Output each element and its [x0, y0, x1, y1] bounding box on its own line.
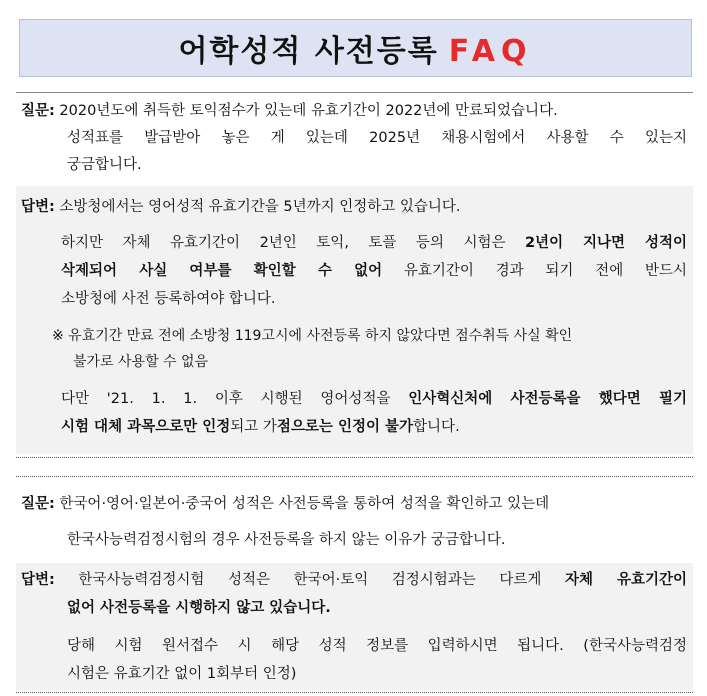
answer-1	[16, 186, 693, 454]
answer-2-line-1	[21, 570, 687, 590]
title-main: 어학성적 사전등록	[178, 34, 439, 69]
divider	[16, 476, 693, 477]
question-1-line-3: 궁금합니다.	[67, 157, 142, 173]
answer-1-para-3-line-2	[61, 417, 460, 437]
answer-1-para-2-line-3: 소방청에 사전 등록하여야 합니다.	[61, 291, 276, 307]
question-2-line-1	[21, 494, 687, 514]
answer-1-line-1	[21, 197, 460, 217]
question-1-line-2: 성적표를 발급받아 놓은 게 있는데 2025년 채용시험에서 사용할 수 있는지	[67, 130, 687, 146]
answer-label: 답변:	[21, 572, 55, 588]
divider	[16, 457, 693, 458]
text: 합니다.	[413, 419, 460, 435]
text: 되고 가	[230, 419, 277, 435]
question-2-text-1: 한국어·영어·일본어·중국어 성적은 사전등록을 통하여 성적을 확인하고 있는데	[59, 496, 550, 512]
answer-2-line-2: 없어 사전등록을 시행하지 않고 있습니다.	[67, 600, 331, 616]
text-bold: 시험 대체 과목으로만 인정	[61, 419, 231, 435]
text: 한국사능력검정시험 성적은 한국어·토익 검정시험과는 다르게	[78, 572, 565, 588]
answer-1-para-3-line-1	[61, 389, 687, 409]
answer-1-para-2-line-1	[61, 233, 687, 253]
answer-1-text-1: 소방청에서는 영어성적 유효기간을 5년까지 인정하고 있습니다.	[59, 199, 461, 215]
text-bold: 점으로는 인정이 불가	[276, 419, 414, 435]
answer-2-para-2-line-2: 시험은 유효기간 없이 1회부터 인정)	[67, 666, 297, 682]
answer-1-note-line-2: 불가로 사용할 수 없음	[73, 354, 209, 370]
question-label: 질문:	[21, 103, 55, 119]
text-bold: 2년이 지나면 성적이	[524, 235, 687, 251]
title-faq: FAQ	[448, 34, 533, 69]
question-2-line-2: 한국사능력검정시험의 경우 사전등록을 하지 않는 이유가 궁금합니다.	[67, 532, 506, 548]
question-1-text-1: 2020년도에 취득한 토익점수가 있는데 유효기간이 2022년에 만료되었습니다.	[59, 103, 558, 119]
text: 다만 '21. 1. 1. 이후 시행된 영어성적을	[61, 391, 409, 407]
text: 하지만 자체 유효기간이 2년인 토익, 토플 등의 시험은	[61, 235, 525, 251]
answer-2-para-2-line-1: 당해 시험 원서접수 시 해당 성적 정보를 입력하시면 됩니다. (한국사능력검정	[67, 638, 687, 654]
divider	[16, 692, 693, 693]
answer-1-note-line-1: ※ 유효기간 만료 전에 소방청 119고시에 사전등록 하지 않았다면 점수취득 사실 확인	[52, 328, 573, 344]
question-1-line-1	[21, 101, 687, 121]
answer-label: 답변:	[21, 199, 55, 215]
title-banner	[19, 19, 692, 77]
text-bold: 삭제되어 사실 여부를 확인할 수 없어	[61, 263, 383, 279]
text-bold: 인사혁신처에 사전등록을 했다면 필기	[408, 391, 687, 407]
divider	[16, 92, 693, 93]
page-title	[178, 26, 532, 70]
question-2	[16, 480, 693, 556]
text: 유효기간이 경과 되기 전에 반드시	[382, 263, 687, 279]
answer-1-para-2-line-2	[61, 261, 687, 281]
text-bold: 자체 유효기간이	[564, 572, 687, 588]
question-1	[16, 95, 693, 183]
answer-2	[16, 563, 693, 691]
question-label: 질문:	[21, 496, 55, 512]
